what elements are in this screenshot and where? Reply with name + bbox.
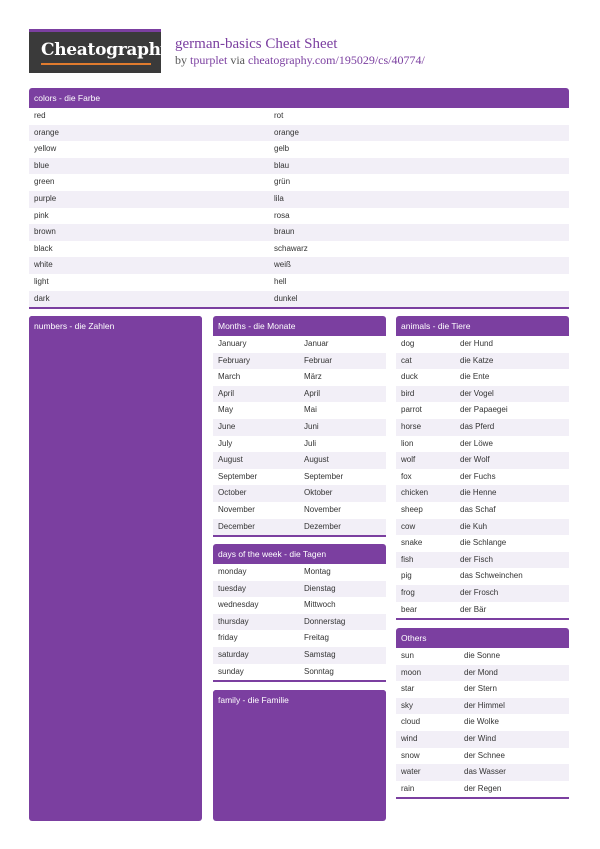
german-term: die Kuh <box>460 521 488 531</box>
english-term: wind <box>401 733 418 743</box>
english-term: August <box>218 455 243 465</box>
english-term: April <box>218 388 235 398</box>
german-term: blau <box>274 160 290 170</box>
english-term: white <box>34 260 53 270</box>
english-term: brown <box>34 227 56 237</box>
table-row <box>213 452 386 469</box>
english-term: fox <box>401 471 412 481</box>
english-term: July <box>218 438 233 448</box>
table-row <box>213 419 386 436</box>
page-title: german-basics Cheat Sheet <box>175 36 338 52</box>
english-term: blue <box>34 160 50 170</box>
german-term: August <box>304 455 329 465</box>
logo-text: Cheatography <box>41 40 171 60</box>
english-term: November <box>218 504 255 514</box>
english-term: bear <box>401 604 418 614</box>
german-term: die Sonne <box>464 651 501 660</box>
english-term: March <box>218 372 241 382</box>
table-row <box>396 419 569 436</box>
english-term: dark <box>34 293 50 303</box>
logo-underline <box>41 63 151 65</box>
table-row <box>396 681 569 698</box>
german-term: schawarz <box>274 243 308 253</box>
table-row <box>213 664 386 681</box>
german-term: braun <box>274 227 295 237</box>
german-term: der Löwe <box>460 438 493 448</box>
table-row <box>396 402 569 419</box>
english-term: sunday <box>218 666 244 676</box>
german-term: Februar <box>304 355 333 365</box>
german-term: das Schaf <box>460 504 496 514</box>
table-row <box>29 108 569 125</box>
numbers-section-title: numbers - die Zahlen <box>29 316 202 336</box>
english-term: orange <box>34 127 59 137</box>
author-link[interactable]: tpurplet <box>190 53 228 67</box>
german-term: weiß <box>274 260 291 270</box>
english-term: purple <box>34 193 57 203</box>
english-term: fish <box>401 554 414 564</box>
section-divider <box>213 680 386 682</box>
english-term: moon <box>401 667 422 677</box>
german-term: das Schweinchen <box>460 571 523 581</box>
english-term: dog <box>401 339 415 348</box>
english-term: yellow <box>34 144 57 154</box>
table-row <box>213 485 386 502</box>
german-term: April <box>304 388 321 398</box>
german-term: der Wolf <box>460 455 490 465</box>
table-row <box>396 665 569 682</box>
animals-table <box>396 336 569 618</box>
english-term: pig <box>401 571 412 581</box>
table-row <box>396 764 569 781</box>
german-term: Juni <box>304 421 319 431</box>
table-row <box>396 552 569 569</box>
german-term: orange <box>274 127 299 137</box>
english-term: thursday <box>218 616 249 626</box>
english-term: cat <box>401 355 412 365</box>
german-term: Juli <box>304 438 317 448</box>
table-row <box>213 336 386 353</box>
table-row <box>29 174 569 191</box>
english-term: wolf <box>401 455 416 465</box>
english-term: June <box>218 421 236 431</box>
german-term: hell <box>274 276 287 286</box>
table-row <box>396 452 569 469</box>
german-term: der Vogel <box>460 388 494 398</box>
table-row <box>396 519 569 536</box>
english-term: snow <box>401 750 420 760</box>
table-row <box>396 369 569 386</box>
german-term: die Ente <box>460 372 490 382</box>
english-term: black <box>34 243 53 253</box>
english-term: rain <box>401 783 415 793</box>
english-term: chicken <box>401 488 429 498</box>
english-term: December <box>218 521 255 531</box>
section-divider <box>396 618 569 620</box>
byline-via: via <box>230 53 245 67</box>
german-term: die Katze <box>460 355 494 365</box>
table-row <box>29 257 569 274</box>
english-term: star <box>401 684 415 694</box>
table-row <box>29 191 569 208</box>
table-row <box>396 353 569 370</box>
section-divider <box>396 797 569 799</box>
months-section-title: Months - die Monate <box>213 316 386 336</box>
german-term: der Mond <box>464 667 498 677</box>
family-section-title: family - die Familie <box>213 690 386 710</box>
table-row <box>396 336 569 353</box>
english-term: frog <box>401 587 415 597</box>
table-row <box>396 436 569 453</box>
german-term: dunkel <box>274 293 298 303</box>
german-term: Dienstag <box>304 583 336 593</box>
english-term: pink <box>34 210 49 220</box>
english-term: parrot <box>401 405 422 415</box>
german-term: März <box>304 372 322 382</box>
colors-section-title: colors - die Farbe <box>29 88 569 108</box>
german-term: grün <box>274 177 291 187</box>
german-term: der Frosch <box>460 587 499 597</box>
table-row <box>396 748 569 765</box>
english-term: January <box>218 339 247 348</box>
german-term: Sonntag <box>304 666 334 676</box>
english-term: snake <box>401 538 423 548</box>
section-divider <box>29 307 569 309</box>
table-row <box>396 585 569 602</box>
english-term: wednesday <box>218 600 259 610</box>
table-row <box>396 535 569 552</box>
german-term: das Pferd <box>460 421 495 431</box>
table-row <box>396 386 569 403</box>
english-term: monday <box>218 567 247 576</box>
german-term: der Fuchs <box>460 471 496 481</box>
table-row <box>29 125 569 142</box>
german-term: die Henne <box>460 488 497 498</box>
days-section <box>213 544 386 682</box>
table-row <box>396 648 569 665</box>
table-row <box>29 274 569 291</box>
german-term: Donnerstag <box>304 616 346 626</box>
table-row <box>213 564 386 581</box>
family-section <box>213 690 386 821</box>
months-section <box>213 316 386 537</box>
table-row <box>396 502 569 519</box>
table-row <box>396 485 569 502</box>
table-row <box>213 386 386 403</box>
english-term: light <box>34 276 49 286</box>
table-row <box>213 469 386 486</box>
german-term: November <box>304 504 341 514</box>
german-term: der Himmel <box>464 700 505 710</box>
english-term: October <box>218 488 247 498</box>
english-term: duck <box>401 372 418 382</box>
german-term: Montag <box>304 567 331 576</box>
german-term: die Wolke <box>464 717 499 727</box>
german-term: Samstag <box>304 649 336 659</box>
table-row <box>213 630 386 647</box>
german-term: Oktober <box>304 488 333 498</box>
english-term: bird <box>401 388 415 398</box>
table-row <box>29 208 569 225</box>
days-table <box>213 564 386 680</box>
german-term: Freitag <box>304 633 329 643</box>
table-row <box>213 597 386 614</box>
german-term: Mittwoch <box>304 600 336 610</box>
table-row <box>396 469 569 486</box>
english-term: sky <box>401 700 413 710</box>
german-term: der Schnee <box>464 750 505 760</box>
days-section-title: days of the week - die Tagen <box>213 544 386 564</box>
german-term: der Bär <box>460 604 487 614</box>
table-row <box>213 402 386 419</box>
table-row <box>396 698 569 715</box>
table-row <box>213 353 386 370</box>
table-row <box>396 568 569 585</box>
german-term: rosa <box>274 210 290 220</box>
german-term: Dezember <box>304 521 341 531</box>
english-term: horse <box>401 421 422 431</box>
english-term: water <box>401 767 421 777</box>
english-term: sun <box>401 651 414 660</box>
sheet-url-link[interactable]: cheatography.com/195029/cs/40774/ <box>248 53 425 67</box>
others-table <box>396 648 569 797</box>
animals-section <box>396 316 569 620</box>
german-term: gelb <box>274 144 290 154</box>
colors-table <box>29 108 569 307</box>
german-term: die Schlange <box>460 538 507 548</box>
byline <box>175 53 425 68</box>
table-row <box>213 647 386 664</box>
byline-by: by <box>175 53 187 67</box>
german-term: das Wasser <box>464 767 506 777</box>
german-term: lila <box>274 193 284 203</box>
table-row <box>213 519 386 536</box>
german-term: der Fisch <box>460 554 493 564</box>
english-term: February <box>218 355 251 365</box>
section-divider <box>213 535 386 537</box>
table-row <box>396 714 569 731</box>
table-row <box>29 224 569 241</box>
german-term: September <box>304 471 344 481</box>
german-term: der Papaegei <box>460 405 508 415</box>
english-term: lion <box>401 438 414 448</box>
table-row <box>29 241 569 258</box>
others-section <box>396 628 569 799</box>
english-term: September <box>218 471 258 481</box>
animals-section-title: animals - die Tiere <box>396 316 569 336</box>
english-term: sheep <box>401 504 423 514</box>
table-row <box>29 291 569 308</box>
numbers-section <box>29 316 202 821</box>
table-row <box>29 141 569 158</box>
english-term: May <box>218 405 234 415</box>
german-term: der Regen <box>464 783 502 793</box>
table-row <box>213 581 386 598</box>
table-row <box>213 436 386 453</box>
german-term: der Wind <box>464 733 497 743</box>
english-term: saturday <box>218 649 249 659</box>
english-term: red <box>34 111 46 120</box>
english-term: tuesday <box>218 583 247 593</box>
german-term: Mai <box>304 405 317 415</box>
table-row <box>396 781 569 798</box>
german-term: der Hund <box>460 339 493 348</box>
english-term: cow <box>401 521 416 531</box>
others-section-title: Others <box>396 628 569 648</box>
german-term: der Stern <box>464 684 497 694</box>
table-row <box>29 158 569 175</box>
months-table <box>213 336 386 535</box>
table-row <box>213 502 386 519</box>
english-term: green <box>34 177 55 187</box>
table-row <box>213 614 386 631</box>
english-term: friday <box>218 633 238 643</box>
table-row <box>213 369 386 386</box>
cheatography-logo[interactable] <box>29 29 171 73</box>
german-term: rot <box>274 111 284 120</box>
english-term: cloud <box>401 717 421 727</box>
german-term: Januar <box>304 339 329 348</box>
table-row <box>396 731 569 748</box>
table-row <box>396 602 569 619</box>
colors-section <box>29 88 569 309</box>
